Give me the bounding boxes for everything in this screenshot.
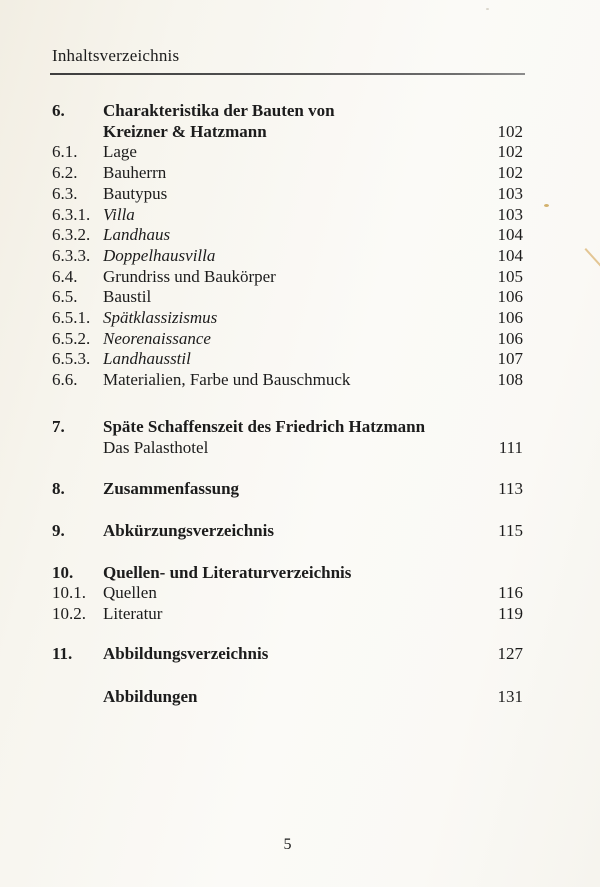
toc-entry-title: Grundriss und Baukörper (103, 266, 276, 286)
toc-entry-page: 103 (497, 204, 523, 224)
toc-entry-number: 6.1. (52, 142, 78, 162)
toc-entry-title: Späte Schaffenszeit des Friedrich Hatzmann (103, 416, 426, 436)
toc-entry-page: 104 (497, 225, 523, 245)
toc-entry-number: 7. (52, 416, 65, 436)
toc-row (52, 417, 523, 438)
toc-entry-number: 8. (52, 479, 65, 499)
toc-entry-number: 10. (52, 562, 74, 582)
toc-entry-title: Villa (103, 204, 135, 224)
toc-entry-page: 113 (498, 479, 523, 499)
toc-entry-page: 104 (497, 245, 523, 265)
toc-entry-page: 119 (498, 604, 523, 624)
toc-entry-number: 6.2. (52, 163, 78, 183)
toc-entry-number: 6.3.1. (52, 204, 91, 224)
toc-entry-title: Abkürzungsverzeichnis (103, 520, 274, 540)
toc-entry-title: Zusammenfassung (103, 479, 240, 499)
toc-entry-number: 6.3. (52, 183, 78, 203)
toc-entry-title: Bauherrn (103, 163, 167, 183)
toc-entry-number: 6.3.2. (52, 225, 91, 245)
toc-entry-title: Abbildungen (103, 687, 198, 707)
toc-entry-title: Neorenaissance (103, 328, 211, 348)
toc-entry-title: Literatur (103, 604, 163, 624)
toc-entry-title: Baustil (103, 287, 152, 307)
toc-row (52, 308, 523, 329)
toc-row (52, 205, 523, 226)
toc-row (52, 142, 523, 163)
toc-entry-title: Charakteristika der Bauten von (103, 101, 335, 120)
header-rule (50, 73, 525, 75)
toc-entry-page: 106 (497, 308, 523, 328)
toc-row (52, 521, 523, 542)
toc-entry-title: Das Palasthotel (103, 437, 209, 457)
toc-entry-title: Lage (103, 142, 137, 162)
toc-entry-number: 6.4. (52, 266, 78, 286)
toc-entry-number: 10.1. (52, 583, 86, 603)
toc-entry-page: 131 (497, 687, 523, 707)
toc-row (52, 287, 523, 308)
toc-row (52, 438, 523, 459)
toc-section (52, 521, 523, 542)
toc-entry-page: 127 (497, 643, 523, 663)
toc-entry-number: 11. (52, 643, 73, 663)
toc-entry-number: 6. (52, 101, 65, 120)
toc-entry-page: 116 (498, 583, 523, 603)
toc-entry-page: 106 (497, 328, 523, 348)
toc-entry-number: 6.6. (52, 370, 78, 390)
scan-artifact-dot (544, 204, 549, 207)
toc-row (52, 604, 523, 625)
toc-entry-number: 9. (52, 520, 65, 540)
toc-row (52, 225, 523, 246)
toc-entry-page: 102 (497, 121, 523, 141)
toc-entry-page: 115 (498, 520, 523, 540)
toc-row (52, 370, 523, 391)
toc-entry-page: 103 (497, 183, 523, 203)
toc-entry-title: Abbildungsverzeichnis (103, 643, 269, 663)
toc-entry-page: 108 (497, 370, 523, 390)
toc-entry-title: Spätklassizismus (103, 308, 218, 328)
toc-row (52, 267, 523, 288)
toc-entry-page: 102 (497, 142, 523, 162)
toc-row (52, 583, 523, 604)
toc-entry-title: Landhaus (103, 225, 171, 245)
toc-entry-title: Doppelhausvilla (103, 245, 216, 265)
toc-row (52, 479, 523, 500)
toc-entry-page: 105 (497, 266, 523, 286)
toc-entry-number: 6.3.3. (52, 245, 91, 265)
toc-section (52, 644, 523, 665)
toc-row (52, 644, 523, 665)
toc-section (52, 687, 523, 708)
toc-entry-title: Landhausstil (103, 349, 191, 369)
toc-row (52, 163, 523, 184)
page-number: 5 (283, 836, 292, 853)
toc-section (52, 479, 523, 500)
toc-row (52, 687, 523, 708)
toc-entry-number: 6.5.3. (52, 349, 91, 369)
toc-row (52, 329, 523, 350)
toc-section (52, 101, 523, 391)
toc-entry-title: Quellen- und Literaturverzeichnis (103, 562, 352, 582)
toc-row (52, 563, 523, 584)
toc-entry-page: 106 (497, 287, 523, 307)
toc (52, 101, 523, 708)
scan-artifact-speck (486, 8, 489, 10)
toc-entry-page: 102 (497, 163, 523, 183)
toc-row (52, 184, 523, 205)
toc-section (52, 417, 523, 458)
toc-entry-page: 111 (498, 437, 523, 457)
toc-entry-page: 107 (497, 349, 523, 369)
toc-row (52, 101, 523, 122)
toc-row (52, 246, 523, 267)
toc-row (52, 349, 523, 370)
toc-section (52, 563, 523, 625)
running-head: Inhaltsverzeichnis (52, 46, 180, 65)
toc-entry-number: 6.5.2. (52, 328, 91, 348)
toc-entry-title: Quellen (103, 583, 157, 603)
toc-entry-title: Materialien, Farbe und Bauschmuck (103, 370, 351, 390)
toc-row (52, 122, 523, 143)
scan-artifact-scratch (585, 248, 600, 270)
toc-entry-number: 10.2. (52, 604, 86, 624)
toc-entry-number: 6.5.1. (52, 308, 91, 328)
toc-entry-title: Bautypus (103, 183, 168, 203)
toc-entry-title: Kreizner & Hatzmann (103, 121, 267, 141)
toc-entry-number: 6.5. (52, 287, 78, 307)
